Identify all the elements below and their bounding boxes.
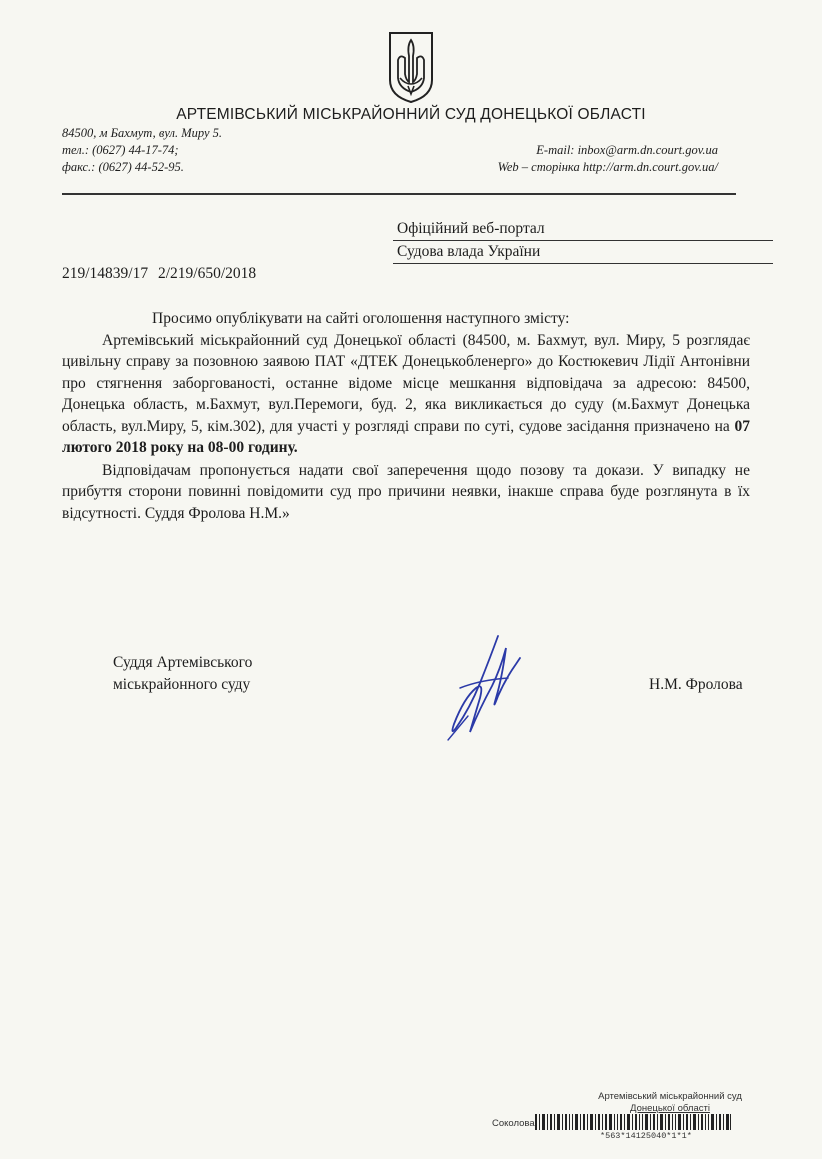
case-reference-numbers: 219/14839/17 2/219/650/2018 bbox=[62, 265, 257, 282]
judge-title-line-1: Суддя Артемівського bbox=[113, 654, 253, 671]
judge-name: Н.М. Фролова bbox=[649, 676, 743, 693]
recipient-line-1: Офіційний веб-портал bbox=[393, 218, 773, 241]
announcement-paragraph bbox=[62, 330, 750, 459]
recipient-block bbox=[393, 218, 773, 264]
handwritten-signature bbox=[440, 628, 530, 743]
contact-block-left bbox=[62, 125, 222, 176]
footer-court-line-2: Донецької області bbox=[630, 1103, 710, 1114]
court-fax: факс.: (0627) 44-52-95. bbox=[62, 160, 184, 174]
court-email: E-mail: inbox@arm.dn.court.gov.ua bbox=[536, 143, 718, 157]
announcement-text: Артемівський міськрайонний суд Донецької області (84500, м. Бахмут, вул. Миру, 5 розглядає цивільну справу за позовною заявою ПАТ «ДТЕК Донецькобленерго» до Костюкевич Лідії Антонівни про стягнення заборгованості, останне відоме місце мешкання відповідача за адресою: 84500, Донецька область, м.Бахмут, вул.Перемоги, буд. 2, яка викликається до суду (м.Бахмут Донецька область, вул.Миру, 5, кім.302), для участі у розгляді справи по суті, судове засідання призначено на bbox=[62, 331, 750, 435]
court-title: АРТЕМІВСЬКИЙ МІСЬКРАЙОННИЙ СУД ДОНЕЦЬКОЇ ОБЛАСТІ bbox=[176, 106, 646, 123]
court-phone: тел.: (0627) 44-17-74; bbox=[62, 143, 179, 157]
instructions-paragraph: Відповідачам пропонується надати свої заперечення щодо позову та докази. У випадку не прибуття сторони повинні повідомити суд про причини неявки, інакше справа буде розглянута в їх відсутності. Суддя Фролова Н.М.» bbox=[62, 461, 750, 522]
recipient-line-2: Судова влада України bbox=[393, 241, 773, 264]
contact-block-right bbox=[498, 142, 718, 176]
tryzub-coat-of-arms-icon bbox=[386, 30, 436, 104]
intro-line: Просимо опублікувати на сайті оголошення наступного змісту: bbox=[152, 310, 570, 327]
court-website: Web – сторінка http://arm.dn.court.gov.ua/ bbox=[497, 160, 718, 174]
barcode-number: *563*14125040*1*1* bbox=[600, 1131, 692, 1141]
footer-court-line-1: Артемівський міськрайонний суд bbox=[598, 1091, 742, 1102]
letter-body bbox=[62, 308, 750, 524]
judge-title-line-2: міськрайонного суду bbox=[113, 675, 251, 693]
judge-title bbox=[113, 652, 252, 695]
hearing-date: 07 лютого 2018 року на 08-00 годину. bbox=[62, 417, 750, 456]
header-divider bbox=[62, 193, 736, 195]
document-barcode bbox=[535, 1114, 731, 1130]
footer-court-stamp bbox=[550, 1091, 790, 1115]
clerk-name: Соколова bbox=[492, 1118, 535, 1129]
court-address: 84500, м Бахмут, вул. Миру 5. bbox=[62, 126, 223, 140]
